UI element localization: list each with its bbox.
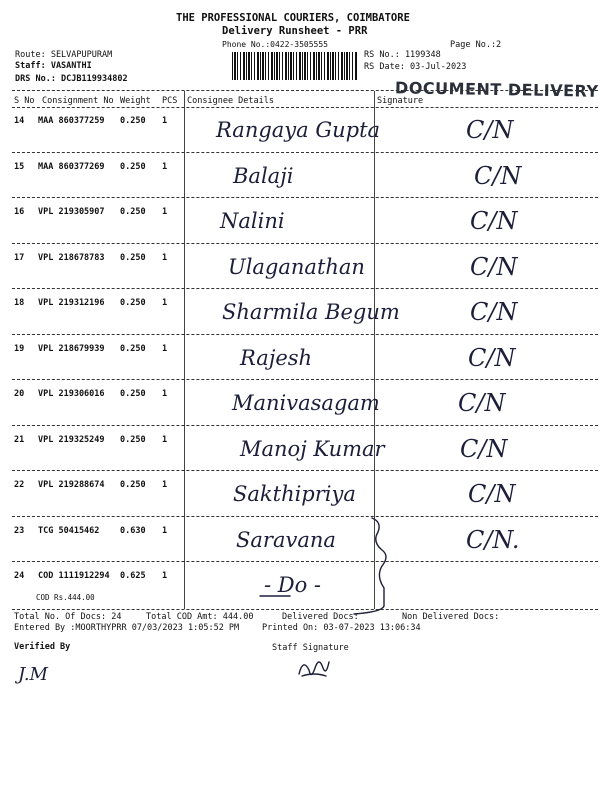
row-weight: 0.250 (120, 389, 146, 399)
row-consignment-no: VPL 218679939 (38, 343, 105, 354)
row-signature-handwritten: C/N (458, 389, 506, 417)
row-weight: 0.630 (120, 525, 146, 536)
row-sno: 14 (14, 116, 25, 126)
row-consignment-no: VPL 219305907 (38, 207, 105, 217)
row-signature-handwritten: C/N. (466, 525, 520, 554)
phone-number: Phone No.:0422-3505555 (222, 40, 328, 49)
row-sno: 19 (14, 343, 25, 354)
row-consignee-handwritten: Manivasagam (232, 391, 380, 415)
row-weight: 0.625 (120, 571, 146, 581)
row-sno: 15 (14, 161, 25, 172)
printed-on: Printed On: 03-07-2023 13:06:34 (262, 623, 421, 633)
row-sno: 22 (14, 480, 25, 490)
staff-signature-label: Staff Signature (272, 643, 349, 653)
col-consignee: Consignee Details (187, 96, 274, 106)
row-signature-handwritten: C/N (468, 343, 516, 372)
row-pcs: 1 (162, 480, 168, 490)
row-signature-handwritten: C/N (470, 252, 518, 281)
row-signature-handwritten: C/N (466, 116, 514, 144)
col-weight: Weight (120, 96, 151, 106)
row-pcs: 1 (162, 116, 168, 126)
row-consignment-no: COD 1111912294 (38, 571, 110, 581)
row-sno: 17 (14, 252, 25, 263)
row-consignment-no: MAA 860377259 (38, 116, 105, 126)
col-consignment: Consignment No (42, 96, 114, 106)
row-weight: 0.250 (120, 298, 146, 308)
document-title: Delivery Runsheet - PRR (222, 25, 368, 37)
verifier-signature: J.M (18, 664, 48, 685)
drs-number: DRS No.: DCJB119934802 (15, 74, 128, 84)
row-pcs: 1 (162, 207, 168, 217)
row-sno: 18 (14, 298, 25, 308)
row-weight: 0.250 (120, 434, 146, 445)
row-sno: 24 (14, 571, 25, 581)
verified-by-label: Verified By (14, 642, 71, 652)
row-signature-handwritten: C/N (470, 207, 518, 235)
row-consignee-handwritten: Saravana (236, 527, 336, 552)
row-consignment-no: TCG 50415462 (38, 525, 100, 536)
footer-rule (12, 609, 598, 610)
row-pcs: 1 (162, 525, 168, 536)
non-delivered-docs: Non Delivered Docs: (402, 612, 500, 622)
row-pcs: 1 (162, 571, 168, 581)
row-consignee-handwritten: Rangaya Gupta (216, 118, 381, 142)
row-consignment-no: VPL 219306016 (38, 389, 105, 399)
total-docs: Total No. Of Docs: 24 (14, 612, 122, 622)
row-sno: 23 (14, 525, 25, 536)
row-pcs: 1 (162, 298, 168, 308)
row-signature-handwritten: C/N (468, 480, 516, 508)
route: Route: SELVAPUPURAM (15, 50, 113, 60)
page-number: Page No.:2 (450, 40, 502, 50)
row-sno: 16 (14, 207, 25, 217)
document-delivery-stamp: DOCUMENT DELIVERY (394, 78, 599, 101)
row-consignee-handwritten: Sakthipriya (233, 482, 356, 506)
row-signature-handwritten: C/N (460, 434, 508, 463)
row-consignee-handwritten: Balaji (233, 163, 294, 188)
row-consignment-no: MAA 860377269 (38, 161, 105, 172)
row-consignment-no: VPL 218678783 (38, 252, 105, 263)
row-consignee-handwritten: Manoj Kumar (240, 436, 385, 461)
staff-name: Staff: VASANTHI (15, 61, 92, 71)
rs-date: RS Date: 03-Jul-2023 (364, 62, 467, 72)
cod-amount-note: COD Rs.444.00 (36, 593, 95, 602)
col-signature: Signature (377, 96, 424, 106)
row-pcs: 1 (162, 252, 168, 263)
rs-number: RS No.: 1199348 (364, 50, 441, 60)
row-pcs: 1 (162, 434, 168, 445)
row-pcs: 1 (162, 343, 168, 354)
row-weight: 0.250 (120, 207, 146, 217)
row-consignee-handwritten: Rajesh (240, 345, 313, 370)
col-pcs: PCS (162, 96, 178, 106)
row-weight: 0.250 (120, 161, 146, 172)
row-sno: 21 (14, 434, 25, 445)
row-consignee-handwritten: Ulaganathan (228, 254, 365, 279)
total-cod: Total COD Amt: 444.00 (146, 612, 254, 622)
row-consignee-handwritten: Sharmila Begum (222, 300, 400, 324)
row-sno: 20 (14, 389, 25, 399)
staff-signature-scribble (296, 656, 332, 680)
company-name: THE PROFESSIONAL COURIERS, COIMBATORE (176, 12, 410, 24)
row-weight: 0.250 (120, 343, 146, 354)
row-signature-handwritten: C/N (470, 298, 518, 326)
row-pcs: 1 (162, 389, 168, 399)
row-weight: 0.250 (120, 116, 146, 126)
entered-by: Entered By :MOORTHYPRR 07/03/2023 1:05:52 PM (14, 623, 240, 633)
row-weight: 0.250 (120, 480, 146, 490)
row-pcs: 1 (162, 161, 168, 172)
row-consignment-no: VPL 219288674 (38, 480, 105, 490)
col-sno: S No (14, 96, 35, 106)
delivered-docs: Delivered Docs: (282, 612, 359, 622)
row-consignment-no: VPL 219325249 (38, 434, 105, 445)
row-consignee-handwritten: - Do - (264, 573, 322, 597)
row-consignee-handwritten: Nalini (220, 209, 285, 233)
row-weight: 0.250 (120, 252, 146, 263)
row-consignment-no: VPL 219312196 (38, 298, 105, 308)
row-signature-handwritten: C/N (474, 161, 522, 190)
